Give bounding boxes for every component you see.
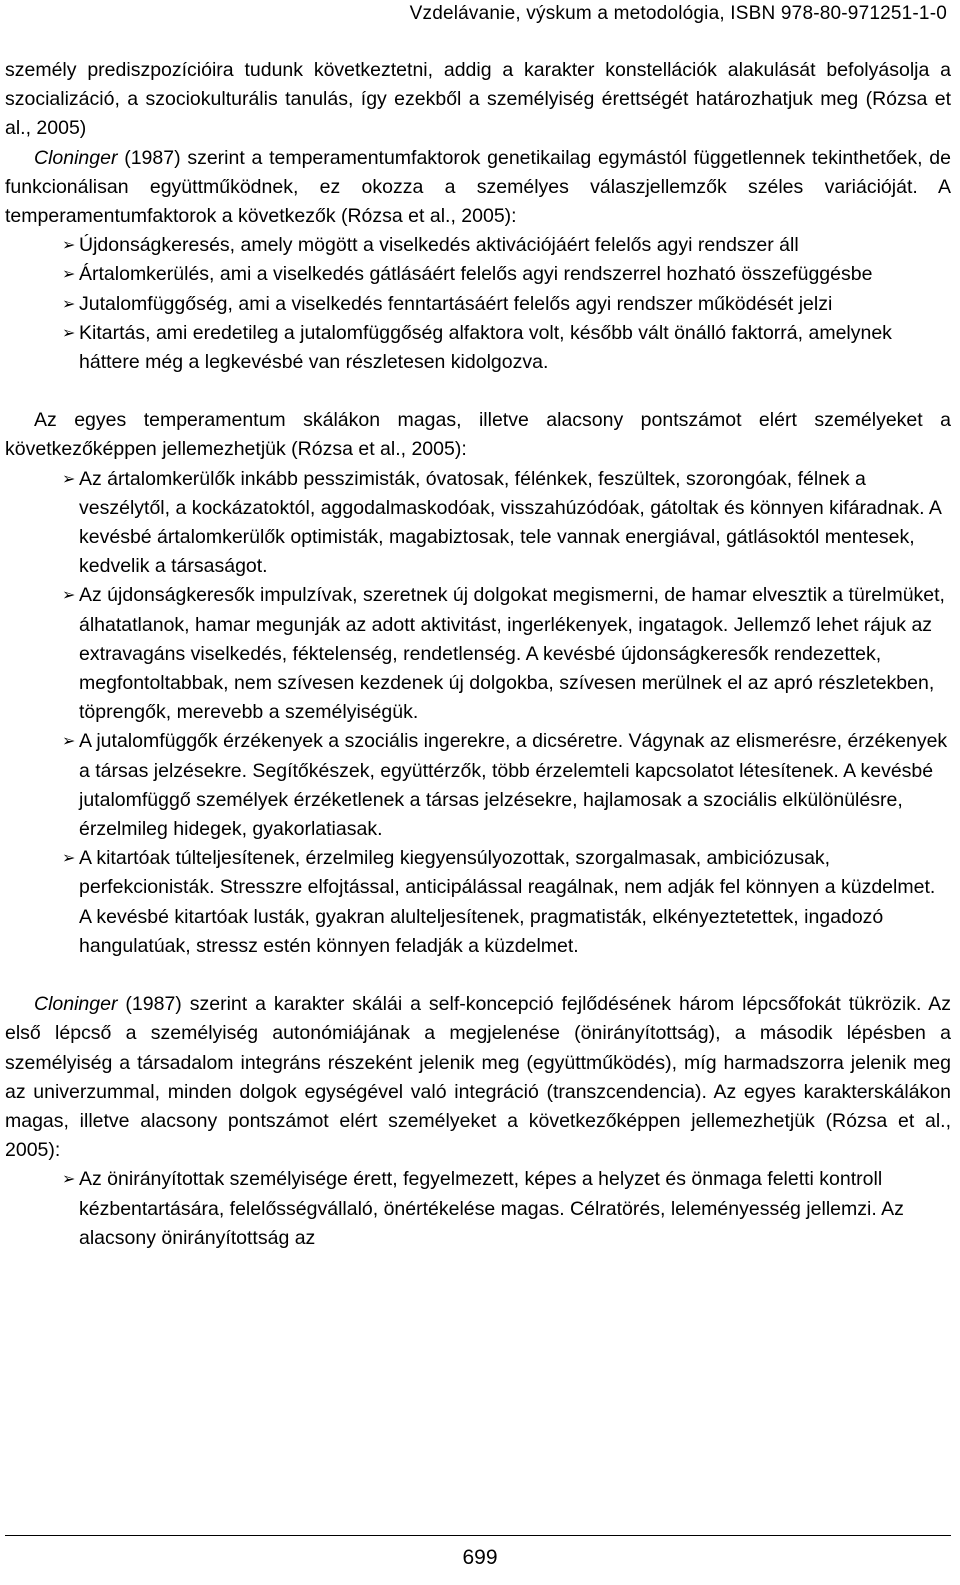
list-item-text: A jutalomfüggők érzékenyek a szociális ingerekre, a dicséretre. Vágynak az elismerésre, érzékenyek a társas jelzésekre. Segítőkészek, együttérzők, több érzelemteli kapcsolatot létesítenek. A kevésbé jutalomfüggő személyek érzéketlenek a társas jelzésekre, hajlamosak a szociális elkülönülésre, érzelmileg hidegek, gyakorlatiasak. (79, 730, 948, 841)
arrow-bullet-icon: ➢ (62, 470, 76, 488)
list-item (5, 727, 951, 844)
arrow-bullet-icon: ➢ (62, 324, 76, 342)
list-item (5, 465, 951, 582)
list-item-text: Az önirányítottak személyisége érett, fegyelmezett, képes a helyzet és önmaga feletti kontroll kézbentartására, felelősségvállaló, önértékelése magas. Célratörés, leleményesség jellemzi. Az alacsony önirányítottság az (79, 1168, 904, 1249)
arrow-bullet-icon: ➢ (62, 295, 76, 313)
arrow-bullet-icon: ➢ (62, 733, 76, 751)
character-description-list (5, 1165, 951, 1253)
document-body (5, 56, 951, 1253)
paragraph-temperament-scales (5, 406, 951, 464)
paragraph-intro: személy prediszpozícióira tudunk következtetni, addig a karakter konstellációk alakulását befolyásolja a szocializáció, a szociokulturális tanulás, így ezekből a személyiség érettségét határozhatjuk meg (Rózsa et al., 2005) (5, 59, 951, 140)
author-name: Cloninger (34, 146, 118, 169)
footer-divider (5, 1535, 951, 1536)
temperament-description-list (5, 465, 951, 961)
list-item (5, 231, 951, 260)
paragraph-character-scales (5, 990, 951, 1165)
paragraph-text: (1987) szerint a temperamentumfaktorok genetikailag egymástól függetlennek tekinthetőek, de funkcionálisan együttműködnek, ez okozza a személyes válaszjellemzők széles variációját. A temperamentumfaktorok a következők (Rózsa et al., 2005): (5, 146, 951, 228)
list-item (5, 844, 951, 961)
arrow-bullet-icon: ➢ (62, 237, 76, 255)
list-item (5, 581, 951, 727)
list-item-text: A kitartóak túlteljesítenek, érzelmileg kiegyensúlyozottak, szorgalmasak, ambiciózusak, perfekcionisták. Stresszre elfojtással, anticipálással reagálnak, nem adják fel könnyen a küzdelmet. A kevésbé kitartóak lusták, gyakran alulteljesítenek, pragmatisták, elkényeztetettek, ingadozó hangulatúak, stressz estén könnyen feladják a küzdelmet. (79, 847, 936, 957)
list-item-text: Jutalomfüggőség, ami a viselkedés fenntartásáért felelős agyi rendszer működését jelzi (79, 292, 833, 315)
list-item-text: Az ártalomkerülők inkább pesszimisták, óvatosak, félénkek, feszültek, szorongóak, félnek a veszélytől, a kockázatoktól, aggodalmaskodóak, visszahúzódóak, gátoltak és könnyen kifáradnak. A kevésbé ártalomkerülők optimisták, magabiztosak, tele vannak energiával, gátlásoktól mentesek, kedvelik a társaságot. (79, 467, 941, 578)
author-name: Cloninger (34, 993, 118, 1016)
list-item-text: Az újdonságkeresők impulzívak, szeretnek új dolgokat megismerni, de hamar elvesztik a türelmüket, álhatatlanok, hamar megunják az adott aktivitást, ingerlékenyek, ingatagok. Jellemző lehet rájuk az extravagáns viselkedés, féktelenség, rendetlenség. A kevésbé újdonságkeresők rendezettek, megfontoltabbak, nem szívesen kezdenek új dolgokba, szívesen merülnek el az apró részletekben, töprengők, merevebb a személyiségük. (79, 584, 945, 724)
list-item (5, 260, 951, 289)
arrow-bullet-icon: ➢ (62, 266, 76, 284)
arrow-bullet-icon: ➢ (62, 1171, 76, 1189)
paragraph-temperament-factors (5, 144, 951, 232)
temperament-factor-list (5, 231, 951, 377)
list-item-text: Kitartás, ami eredetileg a jutalomfüggőség alfaktora volt, később vált önálló faktorrá, amelynek háttere még a legkevésbé van részletesen kidolgozva. (79, 321, 892, 374)
arrow-bullet-icon: ➢ (62, 850, 76, 868)
list-item (5, 1165, 951, 1253)
list-item (5, 290, 951, 319)
paragraph-text: Az egyes temperamentum skálákon magas, illetve alacsony pontszámot elért személyeket a következőképpen jellemezhetjük (Rózsa et al., 2005): (5, 409, 951, 461)
list-item-text: Ártalomkerülés, ami a viselkedés gátlásáért felelős agyi rendszerrel hozható összefüggésbe (79, 263, 873, 286)
page-number: 699 (462, 1546, 498, 1569)
arrow-bullet-icon: ➢ (62, 587, 76, 605)
paragraph-text: (1987) szerint a karakter skálái a self-koncepció fejlődésének három lépcsőfokát tükrözik. Az első lépcső a személyiség autonómiájának a megjelenése (önirányítottság), a második lépésben a személyiség a társadalom integráns részeként jelenik meg (együttműködés), míg harmadszorra jelenik meg az univerzummal, minden dolgok egységével való integráció (transzcendencia). Az egyes karakterskálákon magas, illetve alacsony pontszámot elért személyeket a következőképpen jellemezhetjük (Rózsa et al., 2005): (5, 993, 951, 1162)
list-item-text: Újdonságkeresés, amely mögött a viselkedés aktivációjáért felelős agyi rendszer áll (79, 234, 799, 257)
running-header: Vzdelávanie, výskum a metodológia, ISBN 978-80-971251-1-0 (409, 3, 947, 24)
list-item (5, 319, 951, 377)
